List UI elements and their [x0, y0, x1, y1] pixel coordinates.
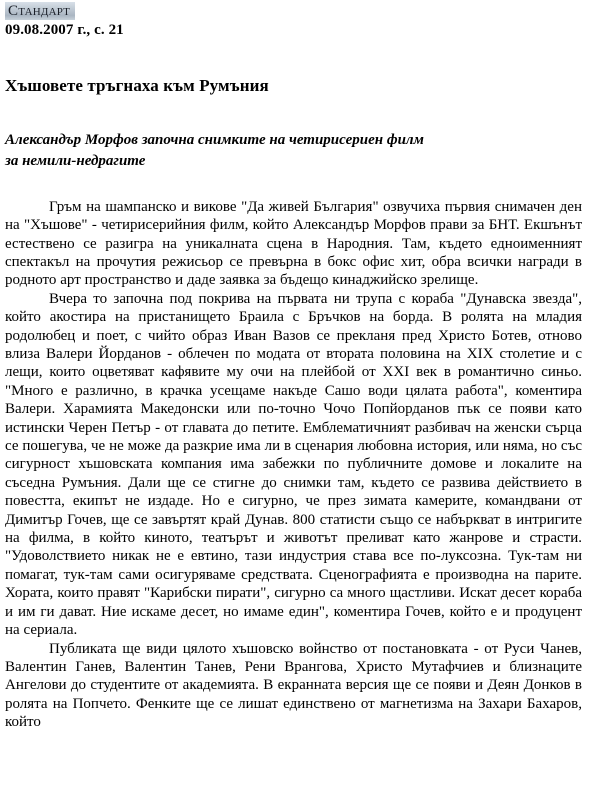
article-subheading [0, 108, 600, 172]
article-paragraph: Гръм на шампанско и викове "Да живей България" озвучиха първия снимачен ден на "Хъшове" - четирисерийния филм, който Александър Морфов прави за БНТ. Екшънът естествено се разигра на уникалната сцена в Народния. Там, където едноименният спектакъл на прочутия режисьор се превърна в бокс офис хит, обра всички награди в родното арт пространство и даде заявка за бъдещо кинаджийско зрелище. [5, 198, 582, 289]
subheading-line-2: за немили-недрагите [5, 152, 146, 169]
article-paragraph: Публиката ще види цялото хъшовско войнство от постановката - от Руси Чанев, Валентин Ганев, Валентин Танев, Рени Врангова, Христо Мутафчиев и близнаците Ангелови до студентите от академията. В екранната версия ще се появи и Деян Донков в ролята на Попчето. Фенките ще се лишат единствено от магнетизма на Захари Бахаров, който [5, 640, 582, 731]
publication-logo: Стандарт [5, 2, 75, 20]
issue-date-page: 09.08.2007 г., с. 21 [5, 22, 124, 38]
article-paragraph: Вчера то започна под покрива на първата ни трупа с кораба "Дунавска звезда", който акостира на пристанището Браила с Бръчков на борда. В ролята на младия родолюбец и поет, с чийто образ Иван Вазов се прекланя пред Христо Ботев, отново влиза Валери Йорданов - облечен по модата от втората половина на XIX столетие и с лещи, които оцветяват кафявите му очи на плейбой от XXI век в романтично синьо. "Много е различно, в крачка усещаме накъде Сашо води цялата работа", коментира Валери. Харамията Македонски или по-точно Чочо Попйорданов пък се появи като истински Черен Петър - от главата до петите. Емблематичният разбивач на женски сърца се пошегува, че не може да разкрие има ли в сценария любовна история, или няма, но със сигурност хъшовската компания има забежки по публичните домове и локалите на съседна Румъния. Дали ще се стигне до снимки там, където се развива действието в повестта, екипът не издаде. Но е сигурно, че през зимата камерите, командвани от Димитър Гочев, ще се завъртят край Дунав. 800 статисти също се набъркват в интригите на филма, в който киното, театърът и животът преливат като жанрове и страсти. "Удоволствието никак не е евтино, тази индустрия става все по-луксозна. Тук-там ни помагат, тук-там сами осигуряваме средствата. Сценографията е производна на парите. Хората, които правят "Карибски пирати", сигурно са много щастливи. Искат десет кораба и им ги дават. Ние искаме десет, но имаме един", коментира Гочев, който е и продуцент на сериала. [5, 290, 582, 639]
masthead-container [0, 0, 600, 20]
subheading-line-1: Александър Морфов започна снимките на четирисериен филм [5, 131, 424, 148]
page-title: Хъшовете тръгнаха към Румъния [5, 76, 269, 96]
article-body [0, 172, 600, 732]
